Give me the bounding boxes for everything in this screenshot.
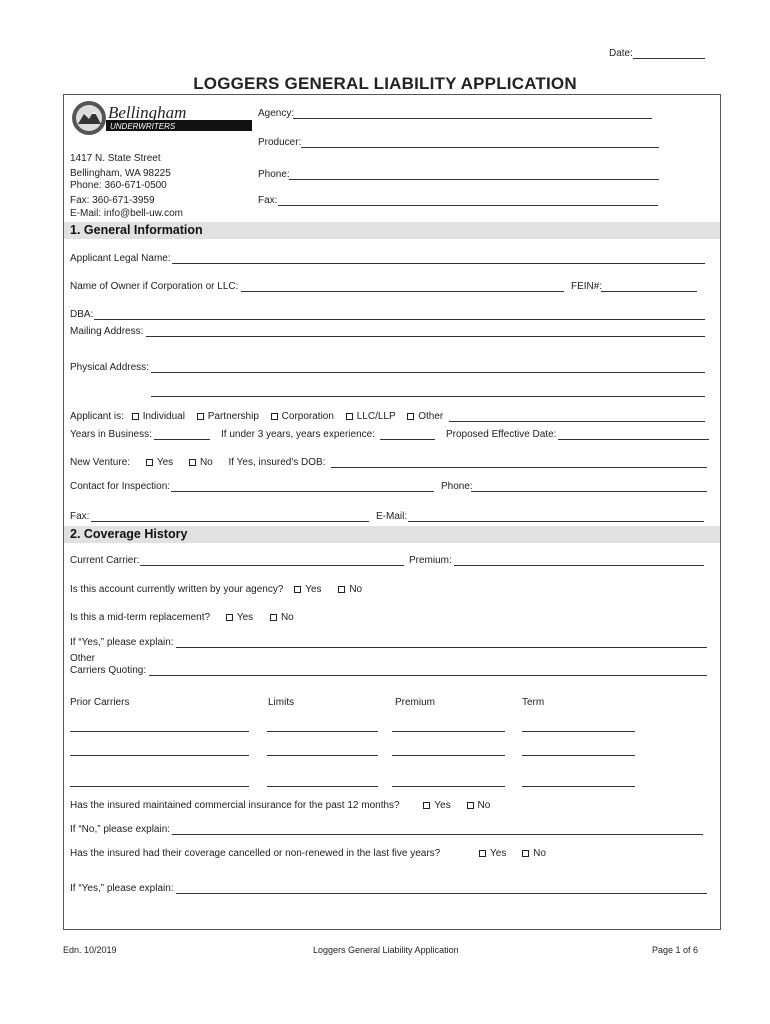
maintained-yes[interactable]: Yes xyxy=(423,800,450,811)
checkbox-icon xyxy=(197,413,204,420)
type-individual[interactable]: Individual xyxy=(132,411,185,422)
applicant-legal-name-label: Applicant Legal Name: xyxy=(70,253,171,264)
checkbox-icon xyxy=(270,614,277,621)
under-3-years-label: If under 3 years, years experience: xyxy=(221,429,375,440)
contact-inspection-field[interactable] xyxy=(171,491,434,492)
checkbox-icon xyxy=(346,413,353,420)
contact-inspection-label: Contact for Inspection: xyxy=(70,481,171,492)
new-venture-yes[interactable]: Yes xyxy=(146,457,173,468)
mailing-address-label: Mailing Address: xyxy=(70,326,144,337)
physical-address-field-line2[interactable] xyxy=(151,396,705,397)
midterm-row xyxy=(70,612,294,623)
prior-limits-2[interactable] xyxy=(267,755,378,756)
owner-name-field[interactable] xyxy=(241,291,564,292)
fein-label: FEIN#: xyxy=(571,281,603,292)
years-in-business-label: Years in Business: xyxy=(70,429,152,440)
col-premium: Premium xyxy=(395,697,436,708)
checkbox-icon xyxy=(146,459,153,466)
cancelled-explain-field[interactable] xyxy=(176,893,707,894)
effective-date-label: Proposed Effective Date: xyxy=(446,429,557,440)
fax-label: Fax: xyxy=(70,511,90,522)
premium-label: Premium: xyxy=(409,555,452,566)
physical-address-field[interactable] xyxy=(151,372,705,373)
type-other-field[interactable] xyxy=(449,421,705,422)
maintained-explain-field[interactable] xyxy=(172,834,703,835)
checkbox-icon xyxy=(479,850,486,857)
cancelled-no[interactable]: No xyxy=(522,848,546,859)
owner-name-label: Name of Owner if Corporation or LLC: xyxy=(70,281,239,292)
checkbox-icon xyxy=(189,459,196,466)
cancelled-explain-label: If “Yes,” please explain: xyxy=(70,883,174,894)
checkbox-icon xyxy=(423,802,430,809)
company-city: Bellingham, WA 98225 xyxy=(70,168,171,179)
footer-doc-name: Loggers General Liability Application xyxy=(313,945,459,955)
prior-premium-1[interactable] xyxy=(392,731,505,732)
physical-address-label: Physical Address: xyxy=(70,362,149,373)
applicant-is-label: Applicant is: xyxy=(70,411,124,422)
col-limits: Limits xyxy=(268,697,295,708)
new-venture-no[interactable]: No xyxy=(189,457,213,468)
other-carriers-label-2: Carriers Quoting: xyxy=(70,665,147,676)
company-logo xyxy=(70,98,252,138)
prior-term-3[interactable] xyxy=(522,786,635,787)
maintained-row xyxy=(70,800,490,811)
midterm-question: Is this a mid-term replacement? xyxy=(70,612,211,623)
agency-label: Agency: xyxy=(258,108,295,119)
agency-fax-label: Fax: xyxy=(258,195,278,206)
type-other[interactable]: Other xyxy=(407,411,443,422)
checkbox-icon xyxy=(467,802,474,809)
dba-field[interactable] xyxy=(94,319,705,320)
effective-date-field[interactable] xyxy=(558,439,709,440)
contact-phone-label: Phone: xyxy=(441,481,473,492)
maintained-explain-label: If “No,” please explain: xyxy=(70,824,171,835)
checkbox-icon xyxy=(407,413,414,420)
section-heading: 2. Coverage History xyxy=(70,527,188,541)
dob-label: If Yes, insured's DOB: xyxy=(228,457,326,468)
prior-limits-1[interactable] xyxy=(267,731,378,732)
company-street: 1417 N. State Street xyxy=(70,153,161,164)
company-fax: Fax: 360-671-3959 xyxy=(70,195,155,206)
type-llc[interactable]: LLC/LLP xyxy=(346,411,396,422)
checkbox-icon xyxy=(522,850,529,857)
new-venture-row xyxy=(70,457,325,468)
checkbox-icon xyxy=(271,413,278,420)
contact-phone-field[interactable] xyxy=(471,491,707,492)
years-in-business-field[interactable] xyxy=(154,439,210,440)
cancelled-row xyxy=(70,848,546,859)
cancelled-question: Has the insured had their coverage cancelled or non-renewed in the last five years? xyxy=(70,848,441,859)
dob-field[interactable] xyxy=(331,467,707,468)
col-prior-carriers: Prior Carriers xyxy=(70,697,130,708)
prior-limits-3[interactable] xyxy=(267,786,378,787)
logo-name: Bellingham xyxy=(108,103,187,122)
email-field[interactable] xyxy=(408,521,704,522)
fax-field[interactable] xyxy=(91,521,369,522)
current-carrier-label: Current Carrier: xyxy=(70,555,140,566)
agency-written-question: Is this account currently written by your agency? xyxy=(70,584,284,595)
midterm-explain-label: If “Yes,” please explain: xyxy=(70,637,174,648)
checkbox-icon xyxy=(132,413,139,420)
date-field[interactable] xyxy=(633,58,705,59)
producer-field[interactable] xyxy=(301,147,659,148)
prior-term-1[interactable] xyxy=(522,731,635,732)
footer-edition: Edn. 10/2019 xyxy=(63,945,117,955)
premium-field[interactable] xyxy=(454,565,704,566)
company-email: E-Mail: info@bell-uw.com xyxy=(70,208,183,219)
type-partnership[interactable]: Partnership xyxy=(197,411,259,422)
applicant-legal-name-field[interactable] xyxy=(172,263,705,264)
agency-phone-field[interactable] xyxy=(289,179,659,180)
agency-field[interactable] xyxy=(293,118,652,119)
current-carrier-field[interactable] xyxy=(140,565,404,566)
new-venture-label: New Venture: xyxy=(70,457,131,468)
prior-premium-3[interactable] xyxy=(392,786,505,787)
col-term: Term xyxy=(522,697,545,708)
company-phone: Phone: 360-671-0500 xyxy=(70,180,167,191)
page-title: LOGGERS GENERAL LIABILITY APPLICATION xyxy=(193,74,577,93)
agency-written-yes[interactable]: Yes xyxy=(294,584,321,595)
midterm-yes[interactable]: Yes xyxy=(226,612,253,623)
other-carriers-field[interactable] xyxy=(149,675,707,676)
prior-term-2[interactable] xyxy=(522,755,635,756)
checkbox-icon xyxy=(294,586,301,593)
footer-page: Page 1 of 6 xyxy=(652,945,699,955)
cancelled-yes[interactable]: Yes xyxy=(479,848,506,859)
date-label: Date: xyxy=(609,48,633,59)
prior-carrier-3[interactable] xyxy=(70,786,249,787)
mailing-address-field[interactable] xyxy=(146,336,705,337)
agency-written-row xyxy=(70,584,362,595)
agency-fax-field[interactable] xyxy=(278,205,658,206)
maintained-question: Has the insured maintained commercial insurance for the past 12 months? xyxy=(70,800,400,811)
type-corporation[interactable]: Corporation xyxy=(271,411,334,422)
checkbox-icon xyxy=(338,586,345,593)
agency-written-no[interactable]: No xyxy=(338,584,362,595)
logo-subtitle: UNDERWRITERS xyxy=(110,122,176,131)
applicant-type-row xyxy=(70,411,443,422)
email-label: E-Mail: xyxy=(376,511,408,522)
section-coverage-history xyxy=(64,526,720,543)
agency-phone-label: Phone: xyxy=(258,169,290,180)
dba-label: DBA: xyxy=(70,309,94,320)
other-carriers-label-1: Other xyxy=(70,653,96,664)
midterm-explain-field[interactable] xyxy=(176,647,707,648)
section-heading: 1. General Information xyxy=(70,223,203,237)
section-general-information xyxy=(64,222,720,239)
fein-field[interactable] xyxy=(601,291,697,292)
prior-carrier-1[interactable] xyxy=(70,731,249,732)
midterm-no[interactable]: No xyxy=(270,612,294,623)
prior-carrier-2[interactable] xyxy=(70,755,249,756)
years-experience-field[interactable] xyxy=(380,439,435,440)
maintained-no[interactable]: No xyxy=(467,800,491,811)
prior-premium-2[interactable] xyxy=(392,755,505,756)
checkbox-icon xyxy=(226,614,233,621)
producer-label: Producer: xyxy=(258,137,302,148)
